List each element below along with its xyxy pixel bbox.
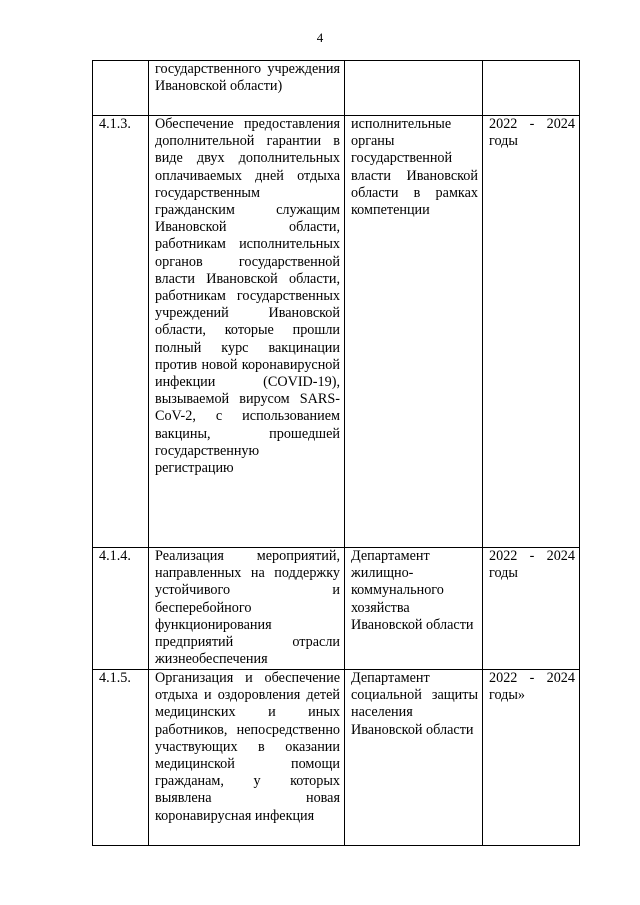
- row-number-cell: 4.1.4.: [93, 548, 149, 670]
- table-row: [93, 670, 580, 846]
- measure-description-cell: [149, 61, 345, 116]
- measures-table: [92, 60, 580, 846]
- term: 2022 - 2024 годы: [489, 548, 575, 582]
- measure-description-cell: [149, 548, 345, 670]
- executor: Департамент жилищно-коммунального хозяйства Ивановской области: [351, 548, 474, 633]
- term-cell: [483, 548, 580, 670]
- row-number-cell: 4.1.3.: [93, 116, 149, 548]
- executor-cell: [345, 116, 483, 548]
- measure-description: государственного учреждения Ивановской области): [155, 61, 340, 95]
- term-cell: [483, 61, 580, 116]
- measure-description: Обеспечение предоставления дополнительной гарантии в виде двух дополнительных оплачиваемых дней отдыха государственным гражданским служащим Ивановской области, работникам исполнительных органов государственной власти Ивановской области, работникам государственных учреждений Ивановской области, которые прошли полный курс вакцинации против новой коронавирусной инфекции (COVID-19), вызываемой вирусом SARS-CoV-2, с использованием вакцины, прошедшей государственную регистрацию: [155, 116, 340, 477]
- table-row: [93, 61, 580, 116]
- executor: Департамент социальной защиты населения Ивановской области: [351, 670, 478, 738]
- row-number-cell: 4.1.5.: [93, 670, 149, 846]
- term-cell: [483, 670, 580, 846]
- term-cell: [483, 116, 580, 548]
- executor-cell: [345, 61, 483, 116]
- executor-cell: [345, 670, 483, 846]
- row-number-cell: [93, 61, 149, 116]
- table-row: [93, 116, 580, 548]
- term: 2022 - 2024 годы: [489, 116, 575, 150]
- measure-description: Реализация мероприятий, направленных на поддержку устойчивого и бесперебойного функционирования предприятий отрасли жизнеобеспечения: [155, 548, 340, 668]
- table-row: [93, 548, 580, 670]
- executor: исполнительные органы государственной власти Ивановской области в рамках компетенции: [351, 116, 478, 219]
- term: 2022 - 2024 годы»: [489, 670, 575, 704]
- measure-description-cell: [149, 116, 345, 548]
- measure-description-cell: [149, 670, 345, 846]
- measure-description: Организация и обеспечение отдыха и оздоровления детей медицинских и иных работников, непосредственно участвующих в оказании медицинской помощи гражданам, у которых выявлена новая коронавирусная инфекция: [155, 670, 340, 824]
- executor-cell: [345, 548, 483, 670]
- page-number: 4: [316, 30, 324, 45]
